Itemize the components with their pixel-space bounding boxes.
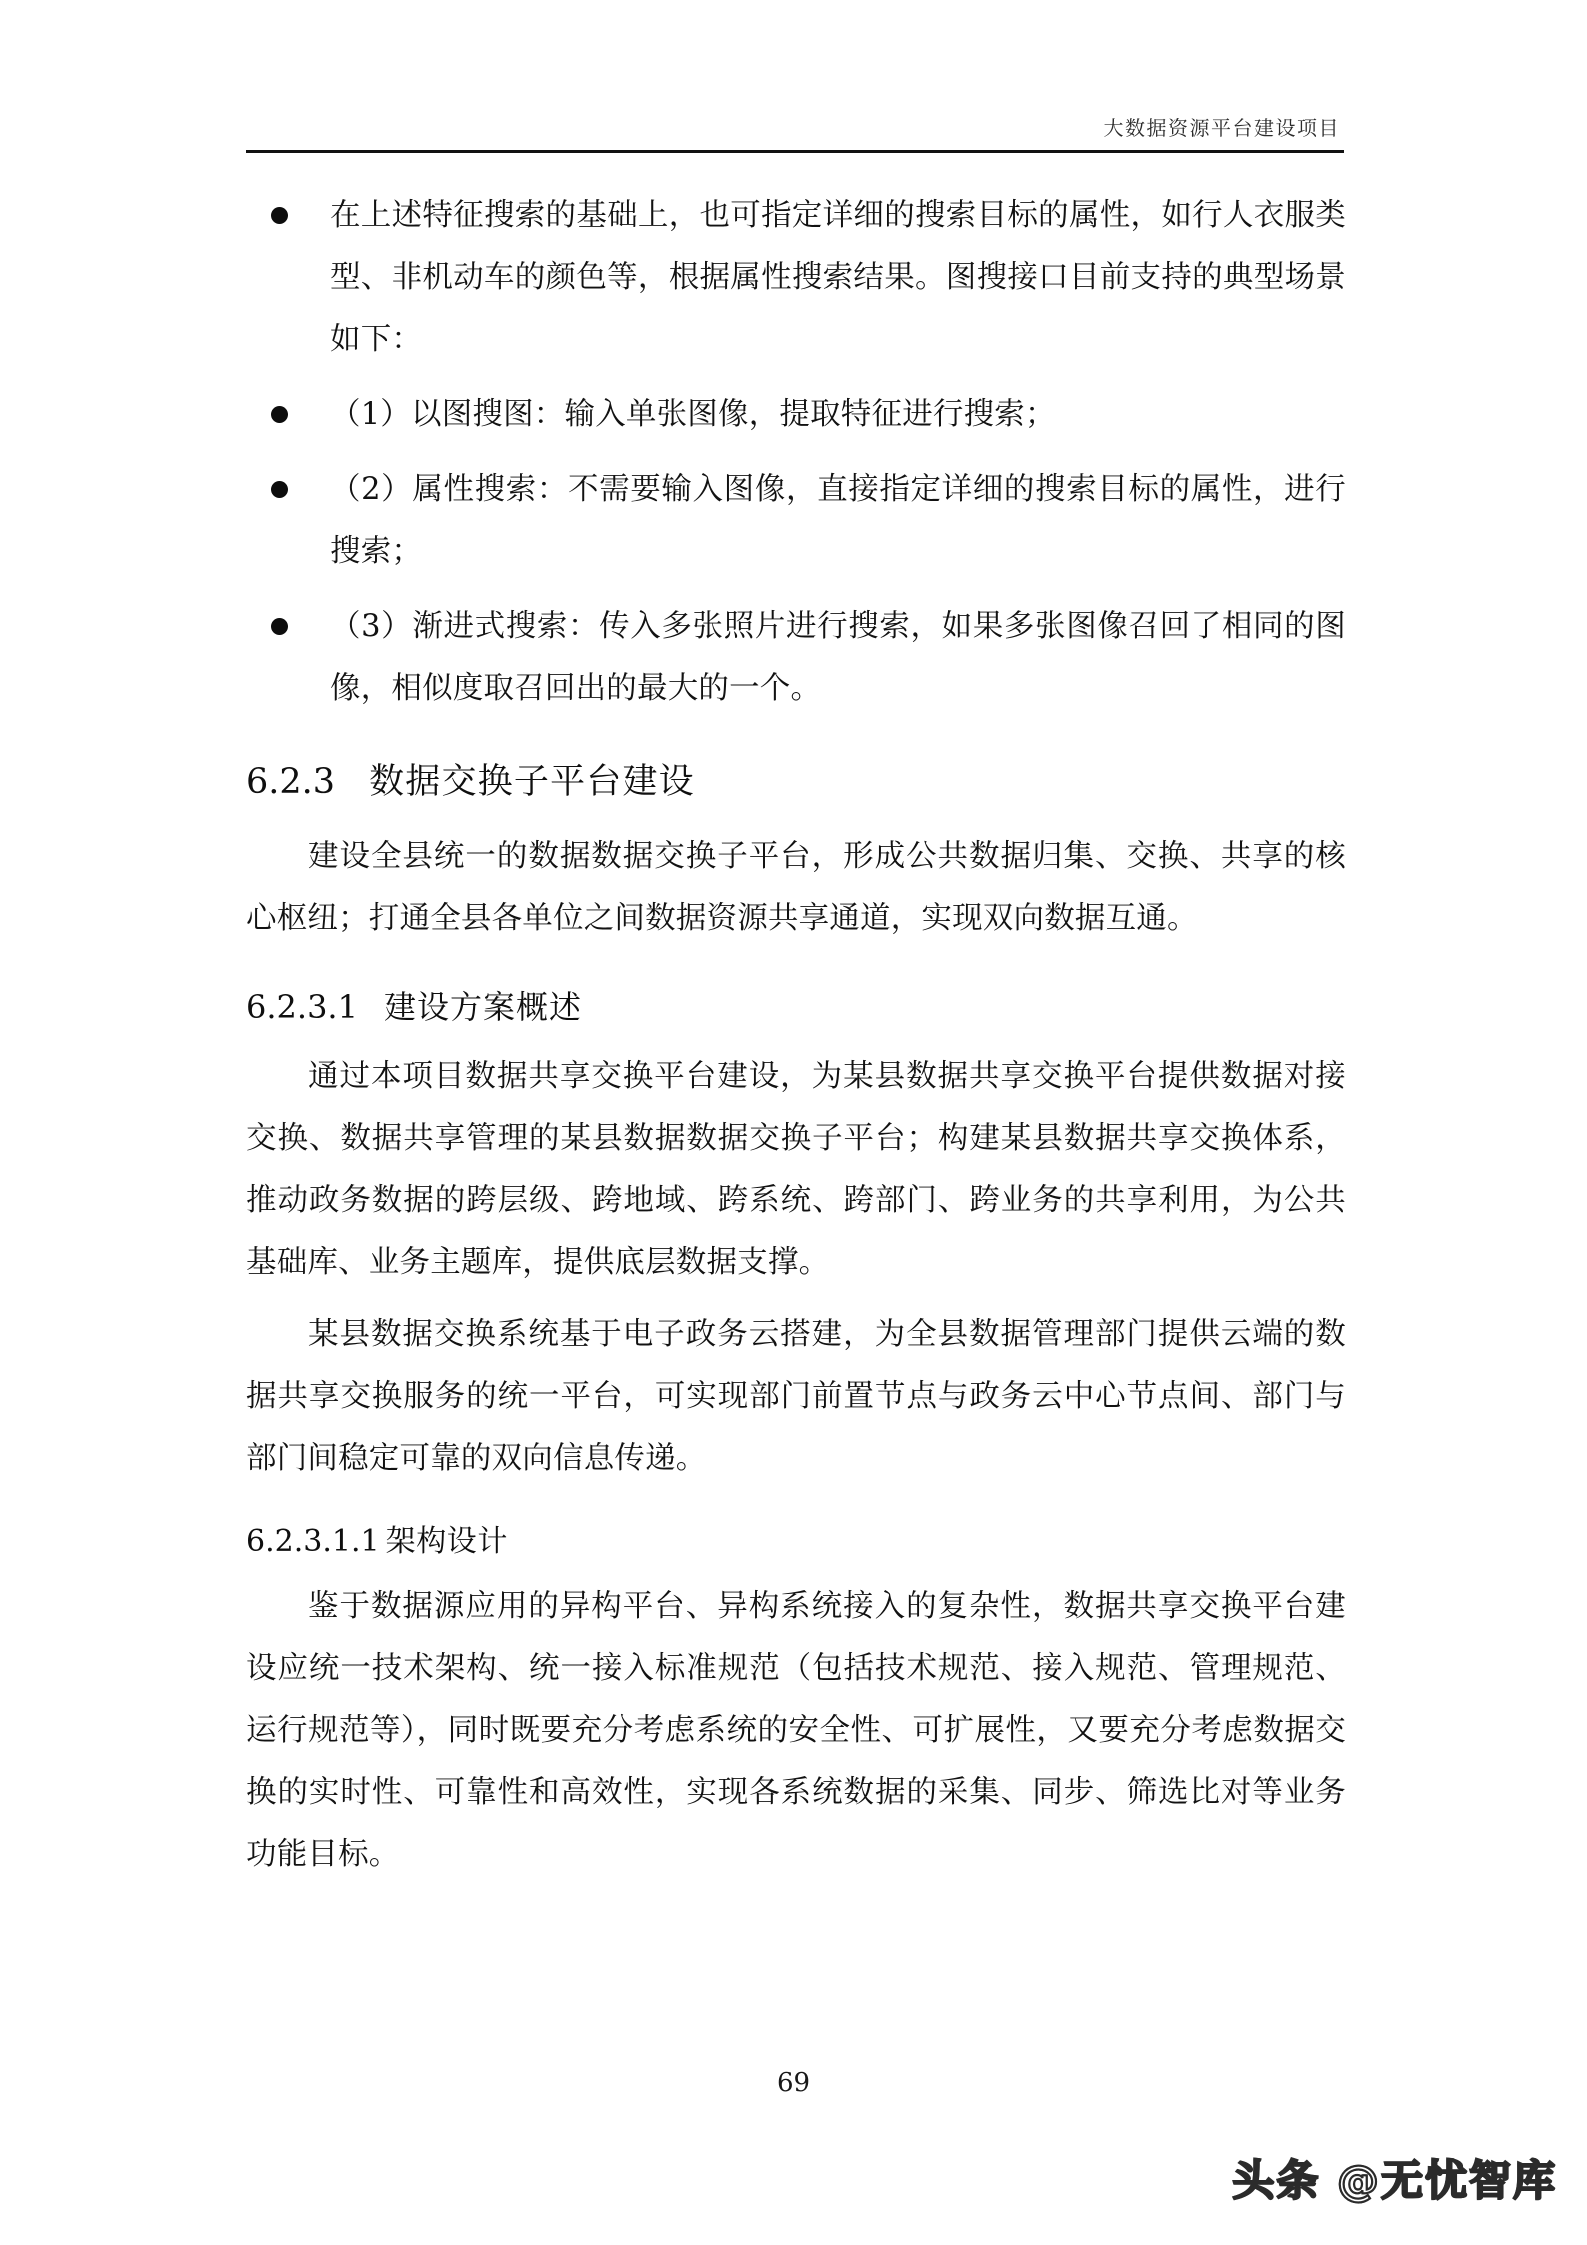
- section-number: 6.2.3.1: [246, 988, 358, 1026]
- list-item-text: 在上述特征搜索的基础上，也可指定详细的搜索目标的属性，如行人衣服类型、非机动车的颜色等，根据属性搜索结果。图搜接口目前支持的典型场景如下：: [330, 198, 1346, 357]
- page-header: [246, 118, 1344, 153]
- bullet-dot-icon: [271, 618, 288, 635]
- list-item-text: （1）以图搜图：输入单张图像，提取特征进行搜索；: [330, 397, 1056, 432]
- section-title: 数据交换子平台建设: [369, 762, 695, 802]
- list-item-text: （2）属性搜索：不需要输入图像，直接指定详细的搜索目标的属性，进行搜索；: [330, 472, 1346, 569]
- paragraph: 鉴于数据源应用的异构平台、异构系统接入的复杂性，数据共享交换平台建设应统一技术架构、统一接入标准规范（包括技术规范、接入规范、管理规范、运行规范等），同时既要充分考虑系统的安全性、可扩展性，又要充分考虑数据交换的实时性、可靠性和高效性，实现各系统数据的采集、同步、筛选比对等业务功能目标。: [246, 1589, 1346, 1872]
- bullet-dot-icon: [271, 481, 288, 498]
- section-number: 6.2.3: [246, 762, 336, 802]
- list-item: [246, 596, 1346, 720]
- paragraph: 建设全县统一的数据数据交换子平台，形成公共数据归集、交换、共享的核心枢纽；打通全县各单位之间数据资源共享通道，实现双向数据互通。: [246, 839, 1346, 936]
- section-heading-6-2-3-1-1: [246, 1516, 1346, 1568]
- list-item-text: （3）渐进式搜索：传入多张照片进行搜索，如果多张图像召回了相同的图像，相似度取召回出的最大的一个。: [330, 609, 1346, 706]
- section-heading-6-2-3: [246, 754, 1346, 810]
- paragraph: 某县数据交换系统基于电子政务云搭建，为全县数据管理部门提供云端的数据共享交换服务的统一平台，可实现部门前置节点与政务云中心节点间、部门与部门间稳定可靠的双向信息传递。: [246, 1317, 1346, 1476]
- page-number: 69: [776, 2068, 811, 2098]
- bullet-dot-icon: [271, 207, 288, 224]
- bullet-dot-icon: [271, 406, 288, 423]
- list-item: [246, 185, 1346, 371]
- section-title: 建设方案概述: [383, 988, 582, 1026]
- watermark-logo: 头条 @无忧智库: [1232, 2156, 1557, 2205]
- header-title: 大数据资源平台建设项目: [1103, 116, 1340, 140]
- paragraph: 通过本项目数据共享交换平台建设，为某县数据共享交换平台提供数据对接交换、数据共享管理的某县数据数据交换子平台；构建某县数据共享交换体系，推动政务数据的跨层级、跨地域、跨系统、跨部门、跨业务的共享利用，为公共基础库、业务主题库，提供底层数据支撑。: [246, 1059, 1346, 1280]
- list-item: [246, 459, 1346, 583]
- section-title: 架构设计: [385, 1524, 508, 1559]
- list-item: [246, 384, 1346, 446]
- section-number: 6.2.3.1.1: [246, 1524, 380, 1559]
- page-content: [246, 185, 1346, 1896]
- header-divider: [246, 150, 1344, 153]
- section-heading-6-2-3-1: [246, 980, 1346, 1034]
